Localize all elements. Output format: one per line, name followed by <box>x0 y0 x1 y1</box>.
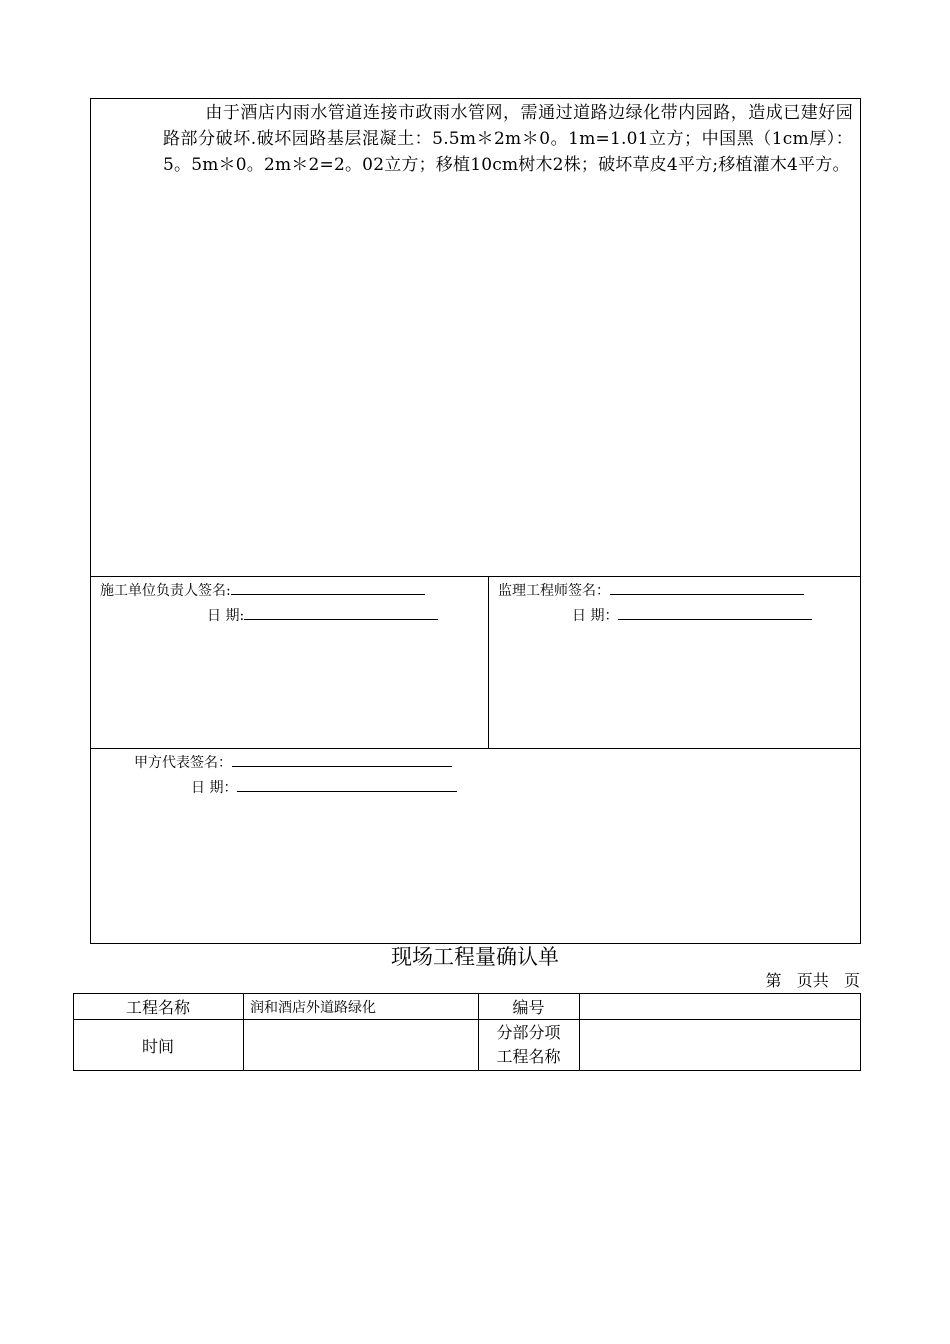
number-value[interactable] <box>585 993 860 1020</box>
supervisor-signature-field[interactable] <box>610 580 804 595</box>
contractor-signature <box>100 580 425 601</box>
owner-date <box>191 777 457 798</box>
form-title: 现场工程量确认单 <box>391 945 559 969</box>
supervisor-signature-label: 监理工程师签名： <box>498 583 610 599</box>
supervisor-date-field[interactable] <box>618 605 812 620</box>
info-table-col-divider-3 <box>579 993 580 1071</box>
signature-divider <box>488 576 489 749</box>
project-name-label: 工程名称 <box>125 998 190 1017</box>
sub-project-value[interactable] <box>585 1019 860 1071</box>
time-value[interactable] <box>250 1019 478 1071</box>
owner-signature <box>134 752 452 773</box>
contractor-signature-field[interactable] <box>231 580 425 595</box>
contractor-signature-label: 施工单位负责人签名: <box>100 583 231 599</box>
info-table-col-divider-1 <box>243 993 244 1071</box>
time-label: 时间 <box>141 1036 174 1056</box>
page-info: 第 页共 页 <box>765 971 860 990</box>
owner-date-label: 日 期： <box>191 780 238 796</box>
owner-signature-label: 甲方代表签名： <box>134 755 232 771</box>
supervisor-date <box>572 605 812 626</box>
project-name-value[interactable]: 润和酒店外道路绿化 <box>250 999 376 1016</box>
contractor-date-label: 日 期: <box>207 608 245 624</box>
number-label: 编号 <box>512 998 545 1017</box>
supervisor-date-label: 日 期： <box>572 608 619 624</box>
sub-project-label <box>478 1019 579 1071</box>
owner-signature-field[interactable] <box>232 752 452 767</box>
description-text: 由于酒店内雨水管道连接市政雨水管网，需通过道路边绿化带内园路，造成已建好园路部分破坏.破坏园路基层混凝土：5.5m＊2m＊0。1m=1.01立方；中国黑（1cm厚）：5。5m＊0。2m＊2=2。02立方；移植10cm树木2株；破坏草皮4平方;移植灌木4平方。 <box>163 103 853 175</box>
owner-date-field[interactable] <box>237 777 457 792</box>
sub-project-label-line-1: 分部分项 <box>496 1023 561 1042</box>
supervisor-signature <box>498 580 804 601</box>
description-text-block <box>163 100 853 178</box>
contractor-date <box>207 605 438 626</box>
contractor-date-field[interactable] <box>244 605 438 620</box>
signature-row-box <box>90 576 861 749</box>
sub-project-label-line-2: 工程名称 <box>496 1047 561 1066</box>
